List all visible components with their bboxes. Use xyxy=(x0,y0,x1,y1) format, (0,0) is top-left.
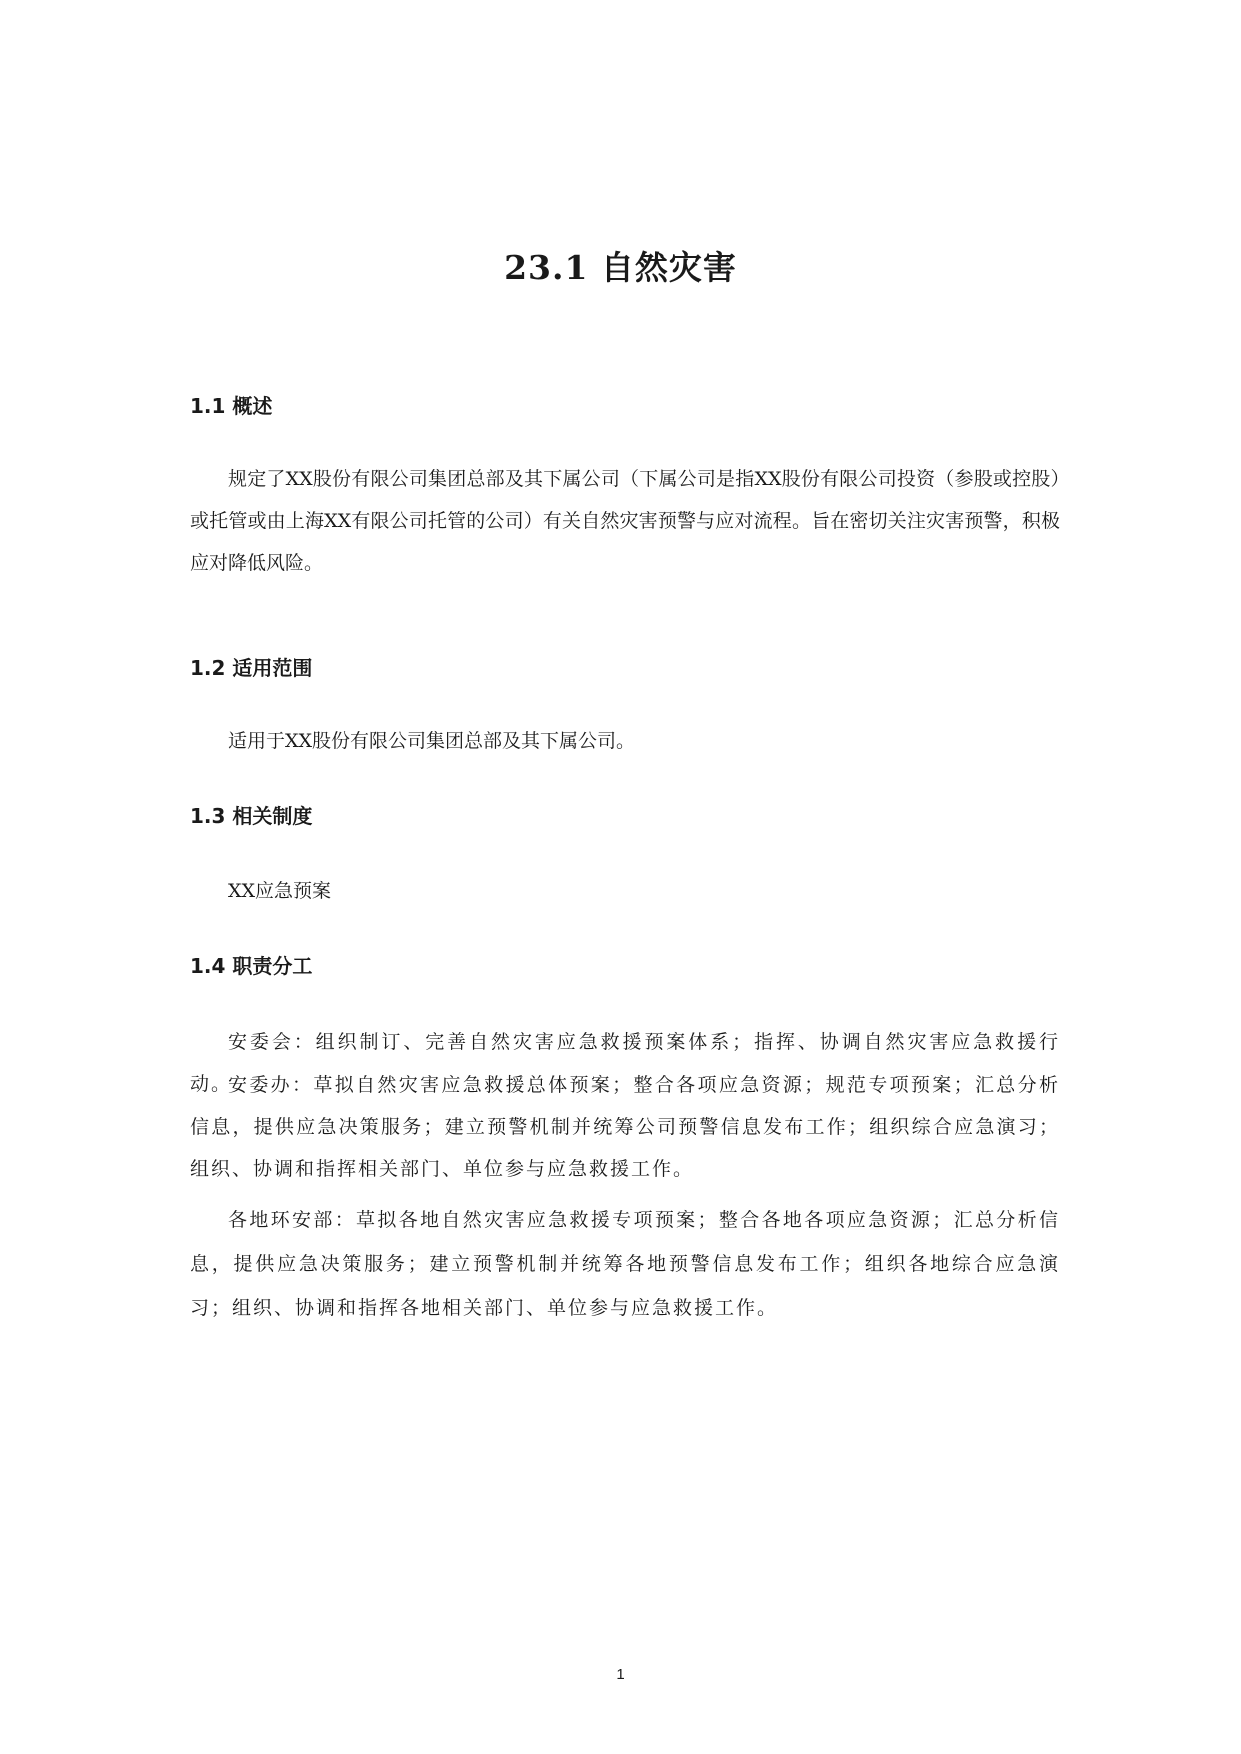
section-heading-scope: 1.2 适用范围 xyxy=(190,656,313,680)
section-heading-responsibilities: 1.4 职责分工 xyxy=(190,954,313,978)
section-heading-overview: 1.1 概述 xyxy=(190,394,273,418)
responsibility-regional-ehs: 各地环安部：草拟各地自然灾害应急救援专项预案；整合各地各项应急资源；汇总分析信息，提供应急决策服务；建立预警机制并统筹各地预警信息发布工作；组织各地综合应急演习；组织、协调和指挥各地相关部门、单位参与应急救援工作。 xyxy=(190,1209,1060,1319)
related-policies-paragraph: XX应急预案 xyxy=(228,880,332,902)
page-number: 1 xyxy=(616,1666,625,1683)
overview-paragraph: 规定了XX股份有限公司集团总部及其下属公司（下属公司是指XX股份有限公司投资（参股或控股）或托管或由上海XX有限公司托管的公司）有关自然灾害预警与应对流程。旨在密切关注灾害预警，积极应对降低风险。 xyxy=(190,468,1060,574)
scope-paragraph: 适用于XX股份有限公司集团总部及其下属公司。 xyxy=(228,730,636,752)
responsibility-safety-committee: 安委会：组织制订、完善自然灾害应急救援预案体系；指挥、协调自然灾害应急救援行动。 xyxy=(190,1031,1060,1095)
document-title: 23.1 自然灾害 xyxy=(504,248,737,287)
section-heading-related-policies: 1.3 相关制度 xyxy=(190,804,313,828)
responsibility-safety-office: 安委办：草拟自然灾害应急救援总体预案；整合各项应急资源；规范专项预案；汇总分析信息，提供应急决策服务；建立预警机制并统筹公司预警信息发布工作；组织综合应急演习；组织、协调和指挥相关部门、单位参与应急救援工作。 xyxy=(190,1074,1060,1180)
